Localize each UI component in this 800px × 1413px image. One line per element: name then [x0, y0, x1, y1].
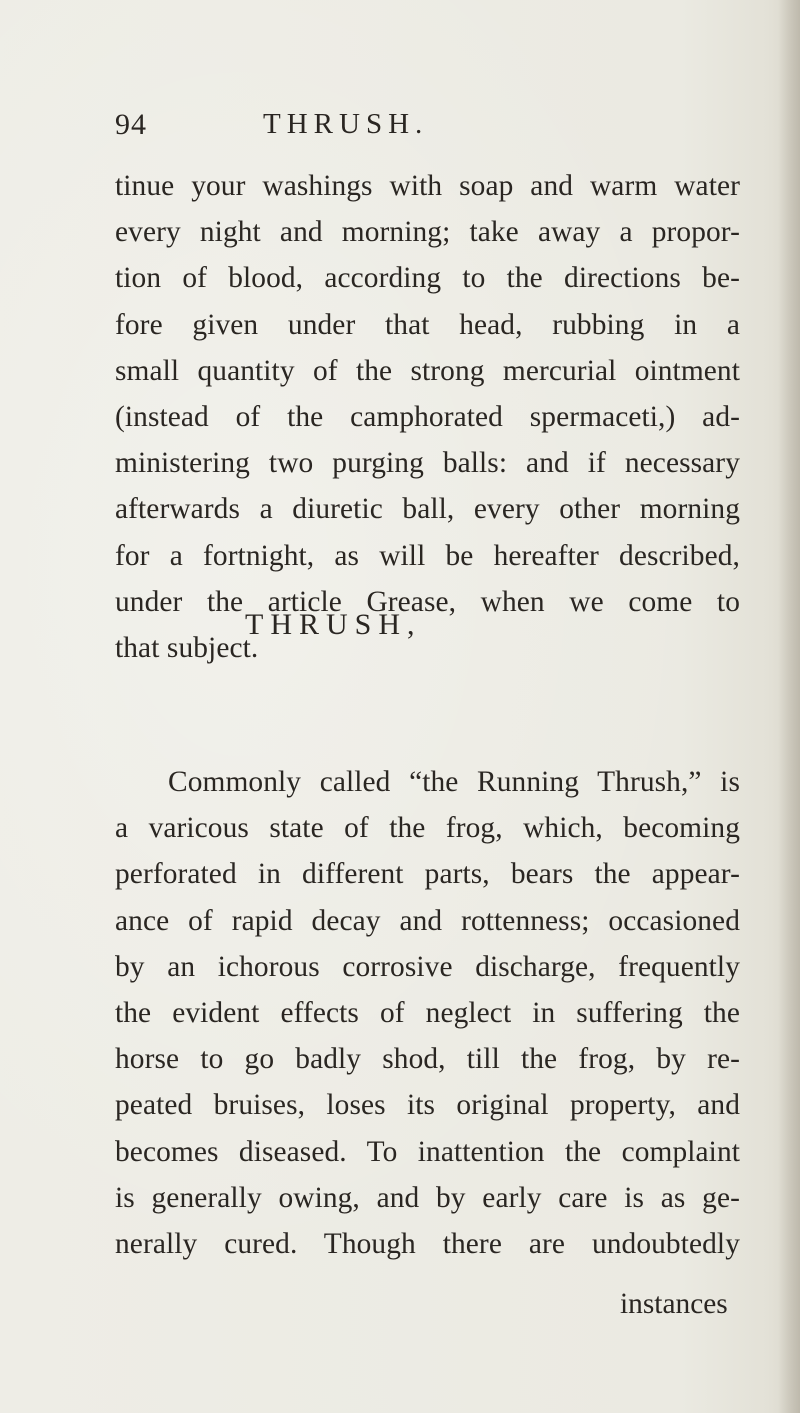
- text-line: ministering two purging balls: and if necessary: [115, 447, 740, 480]
- text-line: becomes diseased. To inattention the complaint: [115, 1135, 740, 1168]
- page-edge-shadow: [778, 0, 800, 1413]
- text-line: tinue your washings with soap and warm water: [115, 170, 740, 202]
- text-line: is generally owing, and by early care is as ge-: [115, 1181, 740, 1214]
- text-line: that subject.: [115, 632, 259, 665]
- text-line: nerally cured. Though there are undoubtedly: [115, 1228, 740, 1261]
- text-line: small quantity of the strong mercurial ointment: [115, 354, 740, 387]
- text-line: for a fortnight, as will be hereafter described,: [115, 539, 740, 572]
- text-line: perforated in different parts, bears the appear-: [115, 858, 740, 891]
- paragraph-1: [115, 163, 740, 671]
- page-header: [115, 108, 735, 148]
- text-line: every night and morning; take away a propor-: [115, 216, 740, 249]
- text-line: horse to go badly shod, till the frog, by re-: [115, 1043, 740, 1076]
- paragraph-2: [115, 759, 740, 1267]
- text-line: ance of rapid decay and rottenness; occasioned: [115, 904, 740, 937]
- catchword: instances: [620, 1288, 728, 1320]
- text-line: afterwards a diuretic ball, every other morning: [115, 493, 740, 526]
- text-line: a varicous state of the frog, which, becoming: [115, 812, 740, 845]
- section-title: THRUSH,: [245, 608, 422, 641]
- text-line: under the article Grease, when we come to: [115, 585, 740, 618]
- text-line: Commonly called “the Running Thrush,” is: [168, 766, 740, 798]
- text-line: tion of blood, according to the directions be-: [115, 262, 740, 295]
- text-line: (instead of the camphorated spermaceti,) ad-: [115, 401, 740, 434]
- text-line: peated bruises, loses its original property, and: [115, 1089, 740, 1122]
- text-line: fore given under that head, rubbing in a: [115, 308, 740, 341]
- running-head: THRUSH.: [263, 108, 429, 140]
- page-number: 94: [115, 108, 147, 141]
- text-line: by an ichorous corrosive discharge, frequently: [115, 950, 740, 983]
- text-line: the evident effects of neglect in suffering the: [115, 997, 740, 1030]
